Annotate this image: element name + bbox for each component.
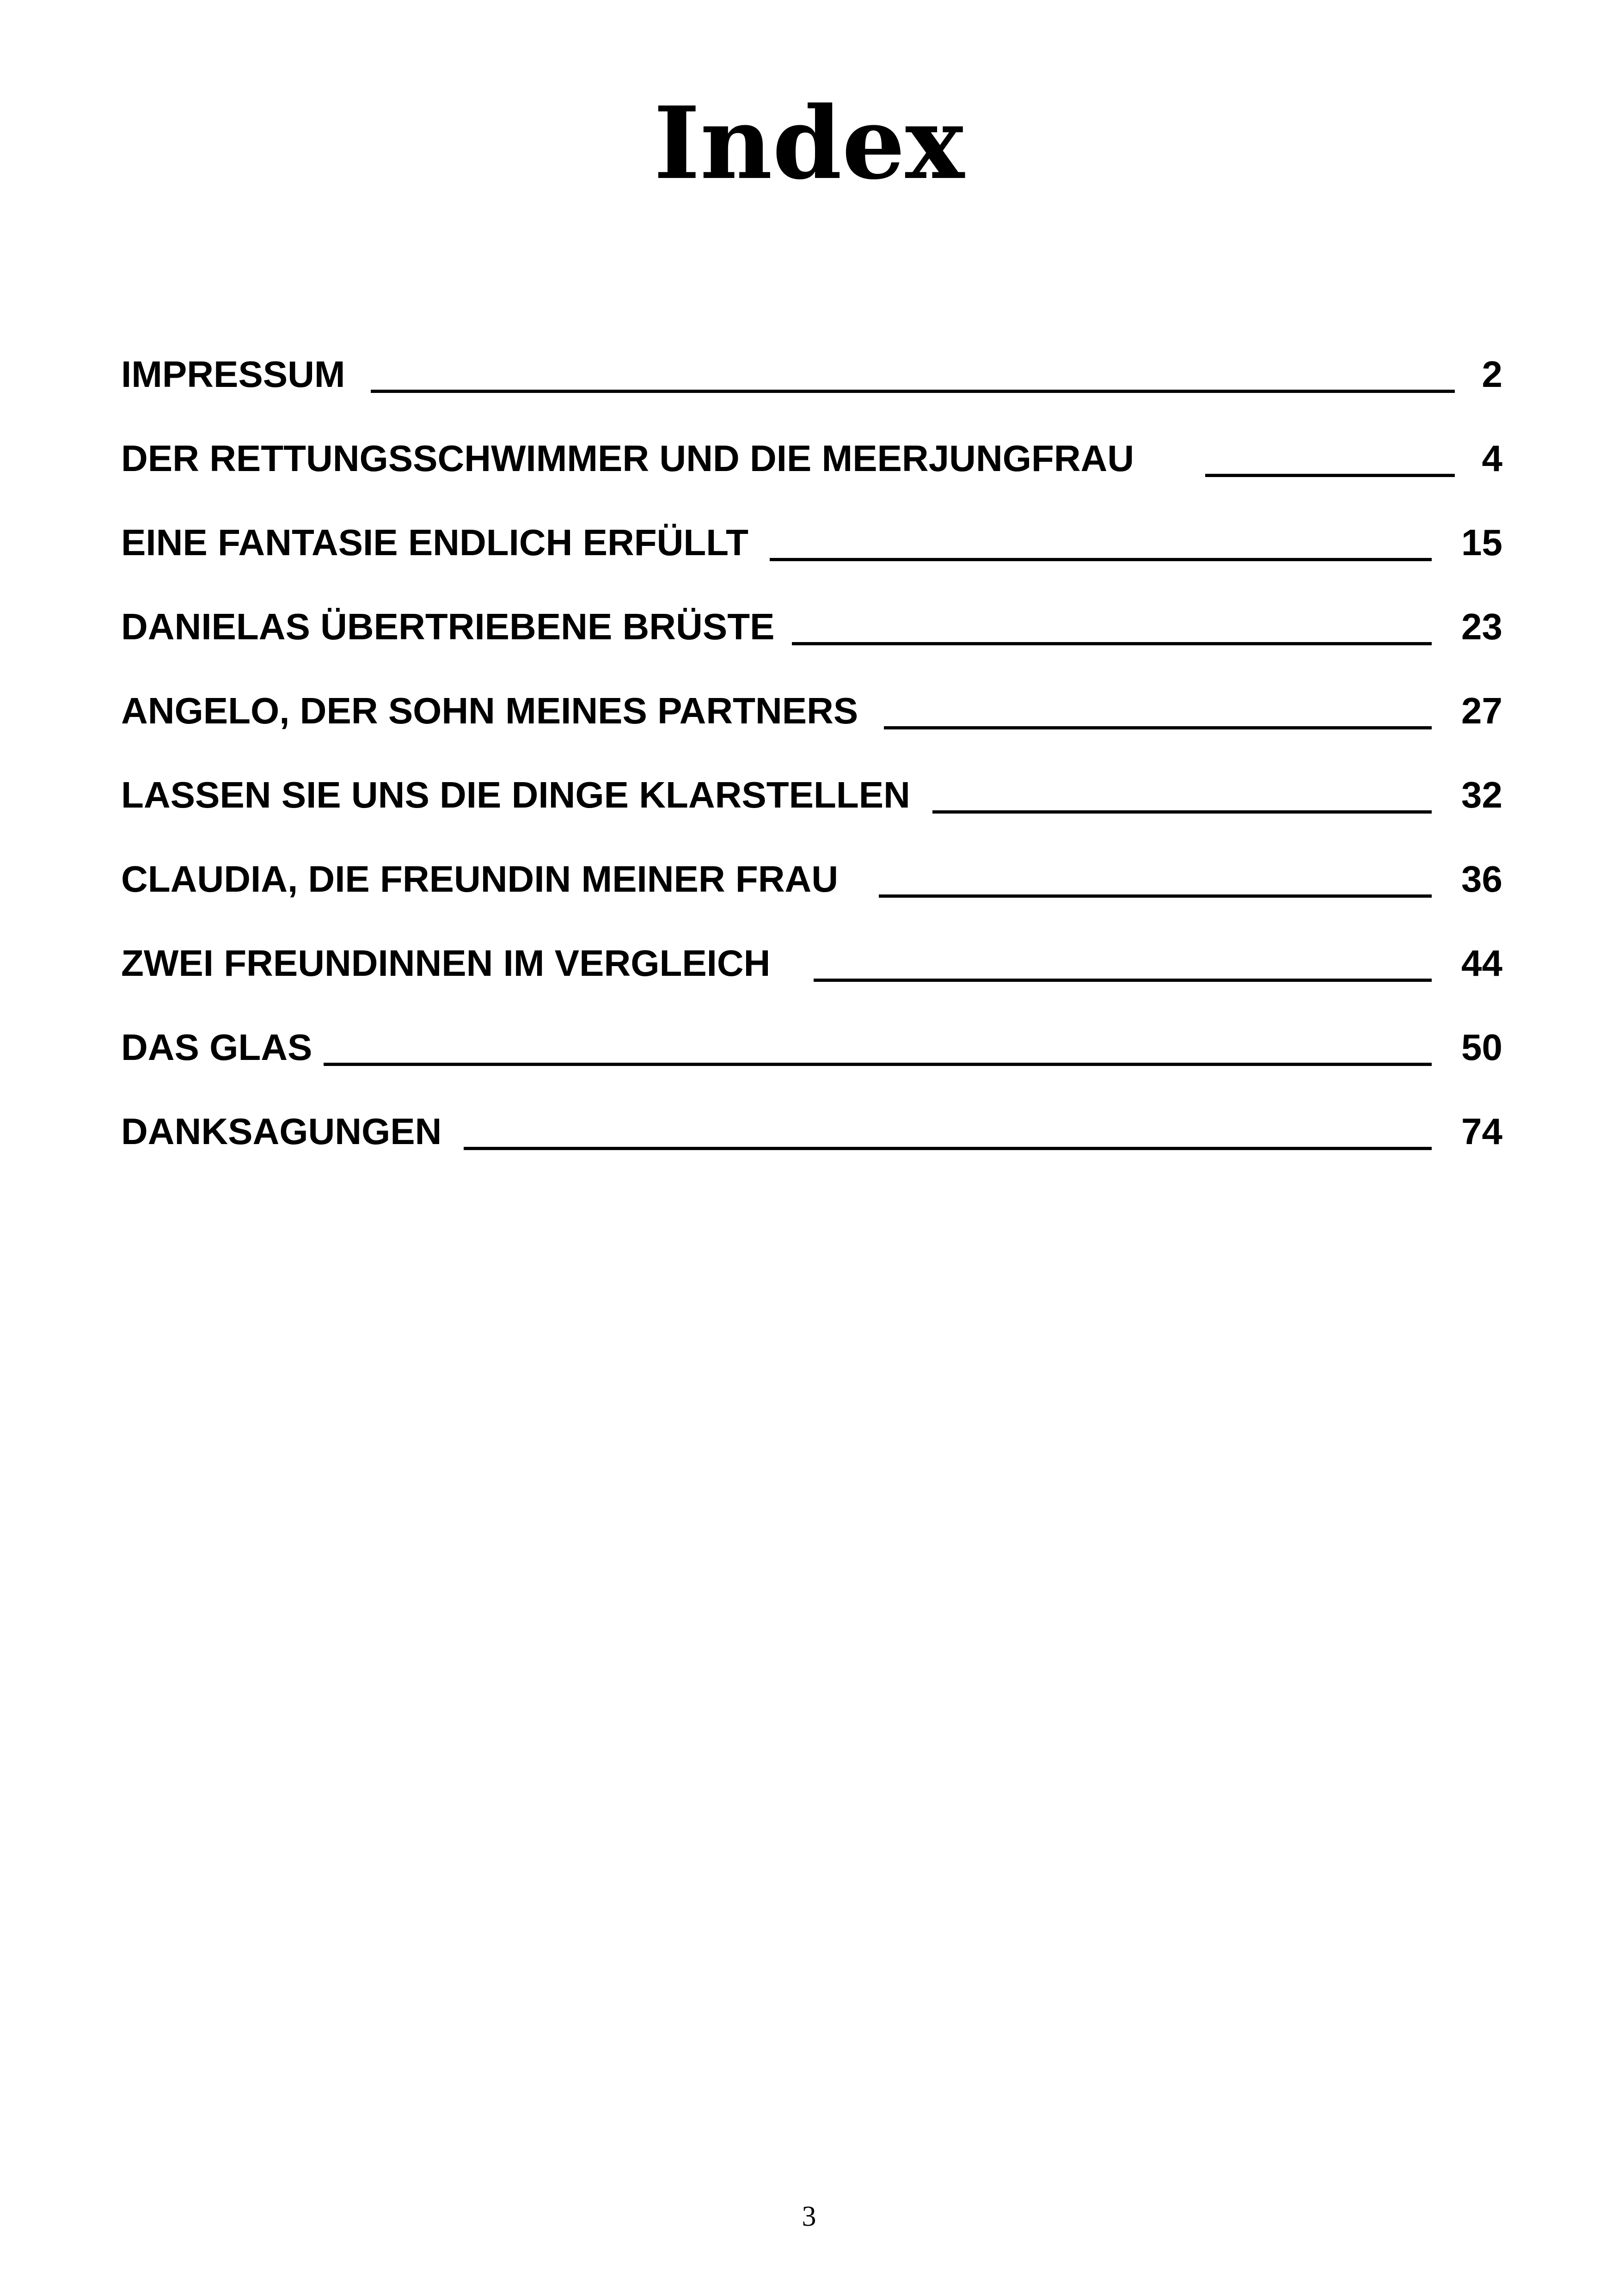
toc-entry-title: EINE FANTASIE ENDLICH ERFÜLLT [121,522,749,563]
toc-entry[interactable] [121,1090,1502,1174]
toc-leader-line [770,558,1432,561]
toc-entry-title: DAS GLAS [121,1027,313,1068]
toc-entry-title: ZWEI FREUNDINNEN IM VERGLEICH [121,943,771,984]
toc-entry-page: 2 [1482,354,1502,395]
toc-leader-line [464,1147,1432,1150]
toc-entry[interactable] [121,585,1502,669]
toc-entry-title: CLAUDIA, DIE FREUNDIN MEINER FRAU [121,858,839,900]
toc-entry-title: ANGELO, DER SOHN MEINES PARTNERS [121,690,858,731]
toc-leader-line [932,810,1432,814]
toc-leader-line [371,390,1455,393]
toc-entry-page: 15 [1461,522,1502,563]
toc-entry[interactable] [121,922,1502,1006]
toc-entry[interactable] [121,838,1502,922]
toc-entry-title: IMPRESSUM [121,354,345,395]
toc-entry[interactable] [121,1006,1502,1090]
toc-entry-page: 4 [1482,438,1502,479]
toc-entry[interactable] [121,753,1502,838]
toc-leader-line [884,726,1432,729]
toc-entry-page: 44 [1461,943,1502,984]
toc-entry-page: 36 [1461,858,1502,900]
page-title: Index [653,85,965,202]
toc-entry-page: 27 [1461,690,1502,731]
toc-entry-page: 32 [1461,774,1502,815]
toc-entry[interactable] [121,501,1502,585]
toc-entry-title: DER RETTUNGSSCHWIMMER UND DIE MEERJUNGFRAU [121,438,1134,479]
toc-entry-page: 74 [1461,1111,1502,1152]
table-of-contents [121,333,1502,1174]
toc-entry-title: DANIELAS ÜBERTRIEBENE BRÜSTE [121,606,775,647]
toc-entry-title: LASSEN SIE UNS DIE DINGE KLARSTELLEN [121,774,910,815]
toc-leader-line [879,894,1432,898]
toc-entry-page: 50 [1461,1027,1502,1068]
toc-entry[interactable] [121,417,1502,501]
toc-entry-page: 23 [1461,606,1502,647]
toc-leader-line [1205,474,1455,477]
toc-leader-line [324,1063,1432,1066]
toc-leader-line [792,642,1432,645]
toc-entry-title: DANKSAGUNGEN [121,1111,442,1152]
toc-entry[interactable] [121,333,1502,417]
toc-entry[interactable] [121,669,1502,753]
toc-leader-line [814,979,1432,982]
page-number: 3 [802,2201,816,2232]
